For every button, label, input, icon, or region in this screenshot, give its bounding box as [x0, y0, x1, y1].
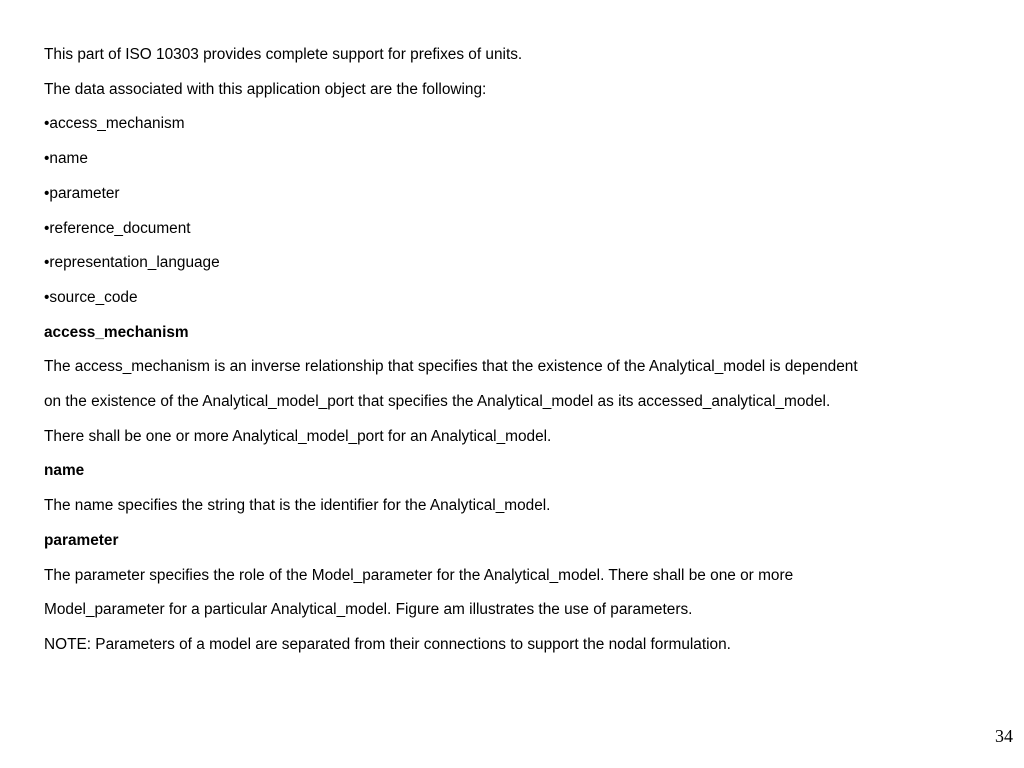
access-mechanism-text-line-1: The access_mechanism is an inverse relationship that specifies that the existence of the Analytical_model is dependent	[44, 358, 858, 376]
slide-content	[44, 38, 1004, 663]
bullet-label: source_code	[49, 288, 138, 306]
bullet-icon: •	[44, 184, 50, 202]
bullet-icon: •	[44, 150, 50, 168]
bullet-label: parameter	[49, 184, 120, 202]
note-text: NOTE: Parameters of a model are separated from their connections to support the nodal formulation.	[44, 635, 731, 653]
name-text-line-1: The name specifies the string that is the identifier for the Analytical_model.	[44, 497, 551, 515]
intro-line-1: This part of ISO 10303 provides complete support for prefixes of units.	[44, 46, 523, 63]
parameter-text-line-2: Model_parameter for a particular Analytical_model. Figure am illustrates the use of parameters.	[44, 601, 693, 619]
bullet-icon: •	[44, 219, 50, 237]
bullet-label: reference_document	[49, 219, 191, 237]
bullet-label: name	[49, 150, 88, 168]
bullet-item-source-code	[44, 281, 1004, 316]
bullet-item-access-mechanism	[44, 107, 1004, 142]
access-mechanism-text-line-3: There shall be one or more Analytical_model_port for an Analytical_model.	[44, 427, 552, 445]
bullet-label: access_mechanism	[49, 115, 185, 133]
bullet-icon: •	[44, 288, 50, 306]
access-mechanism-text-line-2: on the existence of the Analytical_model_port that specifies the Analytical_model as its accessed_analytical_model.	[44, 393, 831, 411]
section-heading-name: name	[44, 462, 85, 480]
page-number: 34	[995, 726, 1013, 746]
bullet-label: representation_language	[49, 254, 220, 272]
bullet-icon: •	[44, 254, 50, 272]
intro-line-2: The data associated with this application object are the following:	[44, 80, 487, 98]
bullet-icon: •	[44, 115, 50, 133]
bullet-item-representation-language	[44, 246, 1004, 281]
bullet-item-reference-document	[44, 212, 1004, 247]
bullet-item-parameter	[44, 177, 1004, 212]
section-heading-access-mechanism: access_mechanism	[44, 323, 189, 341]
bullet-item-name	[44, 142, 1004, 177]
parameter-text-line-1: The parameter specifies the role of the Model_parameter for the Analytical_model. There shall be one or more	[44, 566, 794, 584]
section-heading-parameter: parameter	[44, 531, 119, 549]
